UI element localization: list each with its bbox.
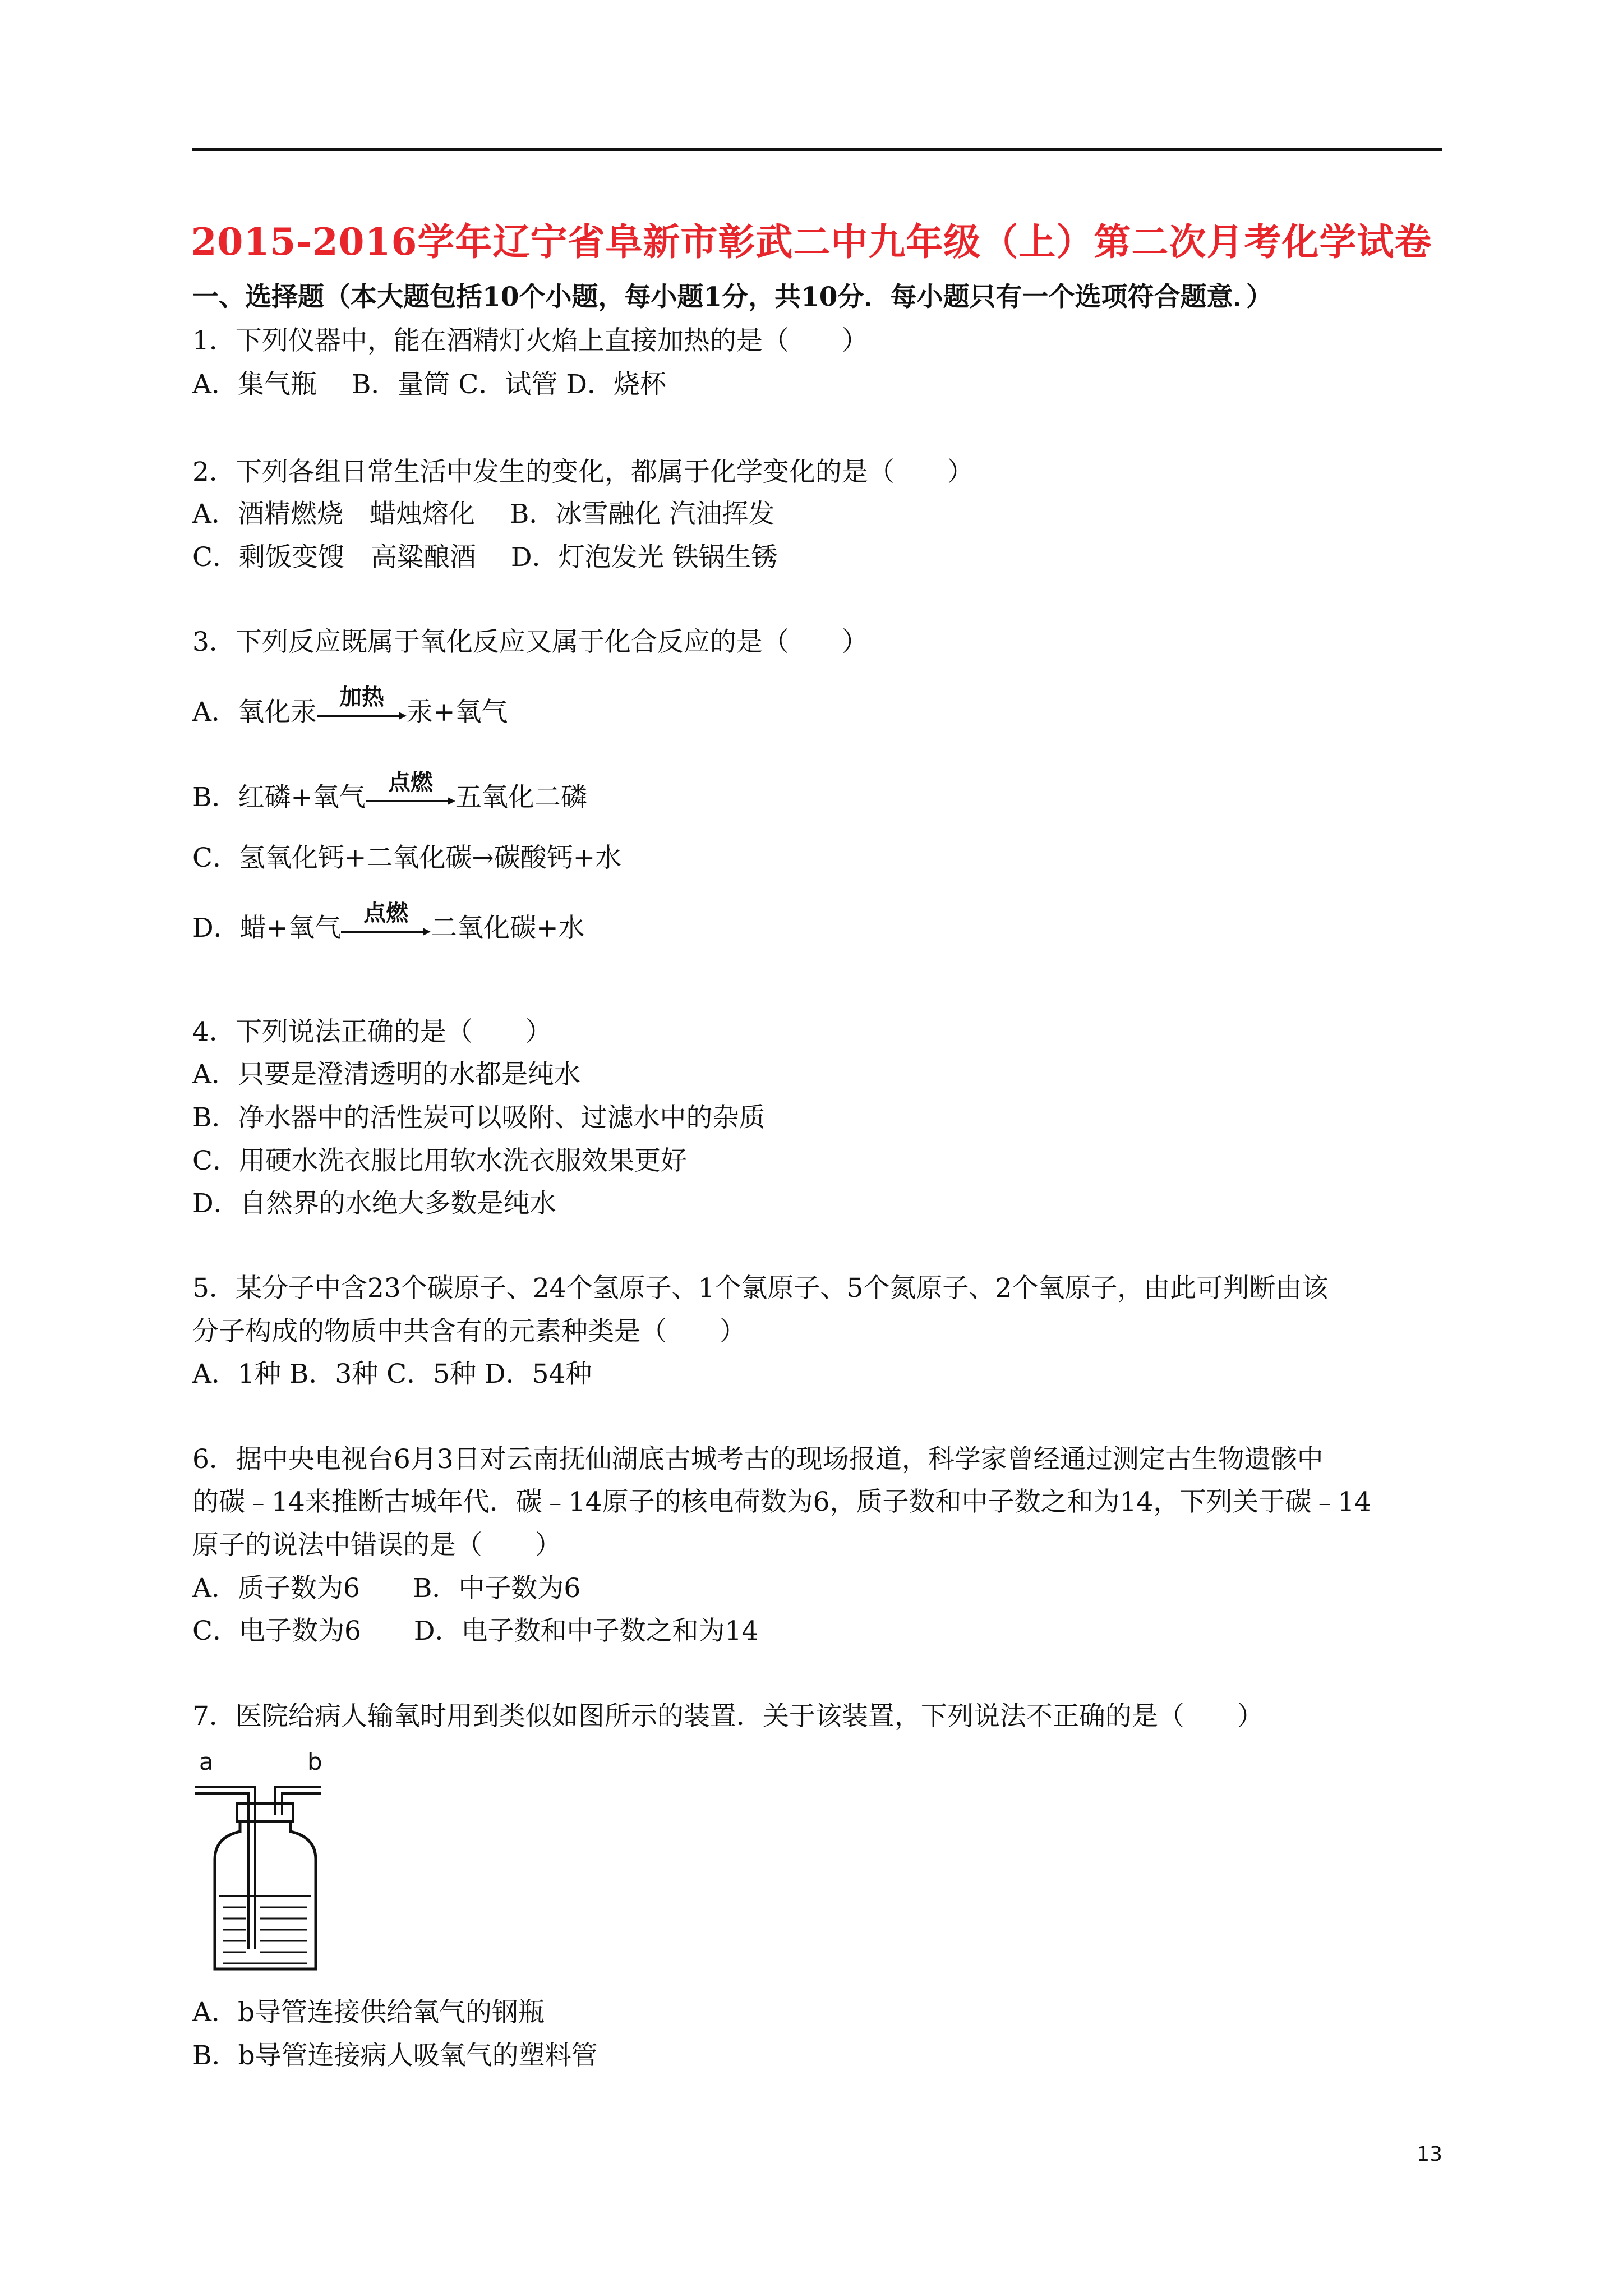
q3-option-d <box>192 900 585 947</box>
gas-washing-bottle-diagram <box>192 1747 338 1977</box>
q3-b-reactant: B．红磷+氧气 <box>192 782 366 813</box>
tube-label-b: b <box>307 1748 322 1775</box>
q7-option-b: B．b导管连接病人吸氧气的塑料管 <box>192 2040 598 2071</box>
section-heading: 一、选择题（本大题包括10个小题，每小题1分，共10分．每小题只有一个选项符合题意．） <box>192 282 1273 312</box>
q1-stem: 1．下列仪器中，能在酒精灯火焰上直接加热的是（ ） <box>192 325 868 356</box>
q3-d-product: 二氧化碳+水 <box>431 913 585 944</box>
q2-options-cd: C．剩饭变馊 高粱酿酒 D．灯泡发光 铁锅生锈 <box>192 542 778 573</box>
stopper <box>237 1803 293 1821</box>
q6-line-3: 原子的说法中错误的是（ ） <box>192 1530 561 1561</box>
condition-label: 加热 <box>339 684 384 710</box>
q5-options: A．1种 B．3种 C．5种 D．54种 <box>192 1359 592 1389</box>
q6-line-1: 6．据中央电视台6月3日对云南抚仙湖底古城考古的现场报道，科学家曾经通过测定古生物遗骸中 <box>192 1444 1324 1475</box>
condition-arrow <box>366 770 455 816</box>
arrow-icon <box>341 923 431 940</box>
q6-options-ab: A．质子数为6 B．中子数为6 <box>192 1573 581 1604</box>
q5-line-1: 5．某分子中含23个碳原子、24个氢原子、1个氯原子、5个氮原子、2个氧原子，由此可判断由该 <box>192 1273 1329 1304</box>
q3-d-reactant: D．蜡+氧气 <box>192 913 342 944</box>
header-rule <box>192 148 1442 151</box>
q7-option-a: A．b导管连接供给氧气的钢瓶 <box>192 1997 545 2028</box>
q7-stem: 7．医院给病人输氧时用到类似如图所示的装置．关于该装置，下列说法不正确的是（ ） <box>192 1701 1264 1732</box>
q4-option-a: A．只要是澄清透明的水都是纯水 <box>192 1059 580 1090</box>
tube-label-a: a <box>199 1748 214 1775</box>
q3-a-product: 汞+氧气 <box>406 697 508 728</box>
arrow-icon <box>317 707 407 724</box>
q2-stem: 2．下列各组日常生活中发生的变化，都属于化学变化的是（ ） <box>192 457 974 487</box>
q4-stem: 4．下列说法正确的是（ ） <box>192 1016 552 1047</box>
arrow-icon <box>366 793 455 809</box>
q3-option-c: C．氢氧化钙+二氧化碳→碳酸钙+水 <box>192 843 622 873</box>
condition-label: 点燃 <box>388 770 433 795</box>
condition-label: 点燃 <box>363 900 409 926</box>
q3-b-product: 五氧化二磷 <box>455 782 587 813</box>
q6-line-2: 的碳﹣14来推断古城年代．碳﹣14原子的核电荷数为6，质子数和中子数之和为14，下列关于碳﹣14 <box>192 1487 1372 1517</box>
condition-arrow <box>317 684 407 731</box>
q4-option-d: D．自然界的水绝大多数是纯水 <box>192 1188 556 1219</box>
q5-line-2: 分子构成的物质中共含有的元素种类是（ ） <box>192 1316 746 1347</box>
q3-a-reactant: A．氧化汞 <box>192 697 317 728</box>
q4-option-c: C．用硬水洗衣服比用软水洗衣服效果更好 <box>192 1145 687 1176</box>
q1-options: A．集气瓶 B．量筒 C．试管 D．烧杯 <box>192 369 666 400</box>
q4-option-b: B．净水器中的活性炭可以吸附、过滤水中的杂质 <box>192 1102 766 1133</box>
q6-options-cd: C．电子数为6 D．电子数和中子数之和为14 <box>192 1616 759 1646</box>
page-title: 2015-2016学年辽宁省阜新市彰武二中九年级（上）第二次月考化学试卷 <box>191 220 1432 264</box>
condition-arrow <box>341 900 431 947</box>
q3-option-a <box>192 684 508 731</box>
inlet-tube <box>195 1787 255 1949</box>
liquid <box>219 1896 311 1963</box>
q3-option-b <box>192 770 587 816</box>
q2-options-ab: A．酒精燃烧 蜡烛熔化 B．冰雪融化 汽油挥发 <box>192 499 775 530</box>
q3-stem: 3．下列反应既属于氧化反应又属于化合反应的是（ ） <box>192 627 868 657</box>
page-number: 13 <box>1417 2143 1442 2166</box>
